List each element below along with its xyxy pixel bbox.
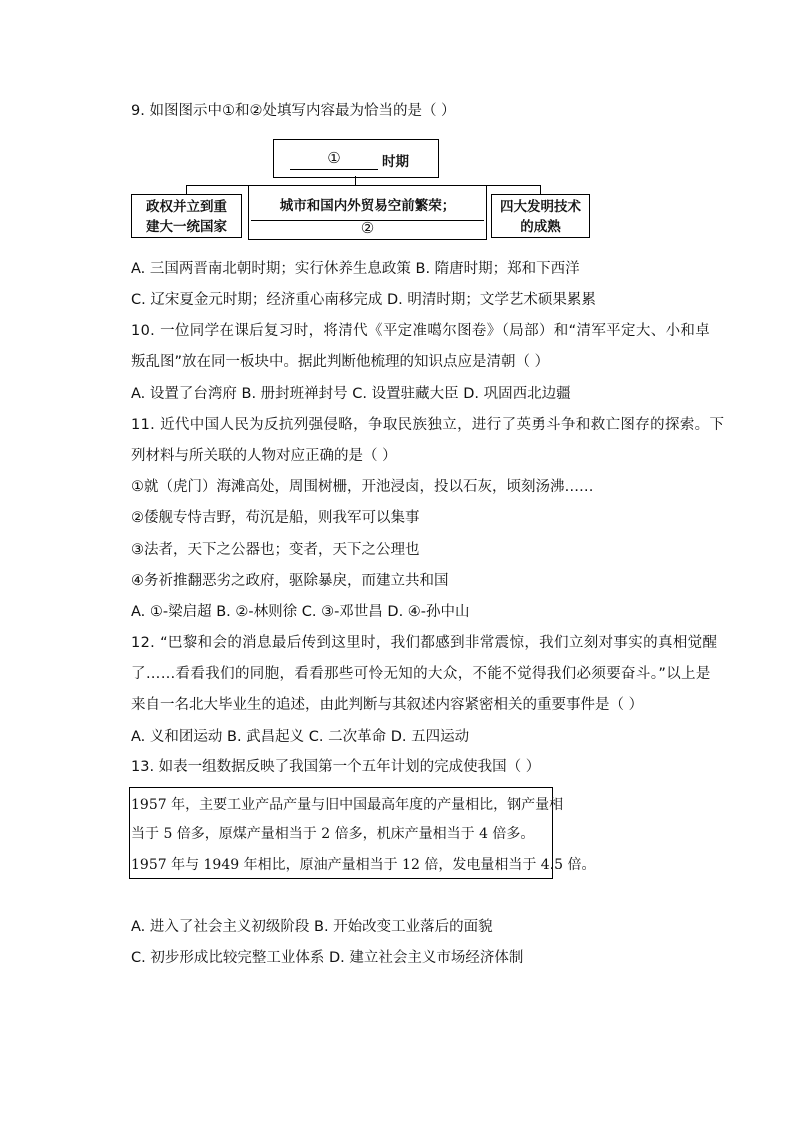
q11-material-4: ④务祈推翻恶劣之政府，驱除暴戾，而建立共和国 <box>131 573 449 589</box>
diagram-top-box <box>273 139 439 178</box>
q13-stem: 13. 如表一组数据反映了我国第一个五年计划的完成使我国（ ） <box>131 759 541 775</box>
left-box-line-1: 政权并立到重 <box>146 199 227 215</box>
q9-stem: 9. 如图图示中①和②处填写内容最为恰当的是（ ） <box>131 103 456 119</box>
q11-stem-line-2: 列材料与所关联的人物对应正确的是（ ） <box>131 448 397 464</box>
middle-box-text: 城市和国内外贸易空前繁荣； <box>279 198 456 214</box>
q13-options-row-1: A. 进入了社会主义初级阶段 B. 开始改变工业落后的面貌 <box>131 919 493 935</box>
table-line-2: 当于 5 倍多，原煤产量相当于 2 倍多，机床产量相当于 4 倍多。 <box>131 826 535 842</box>
right-box-line-2: 的成熟 <box>520 219 561 235</box>
q12-stem-line-1: 12. “巴黎和会的消息最后传到这里时，我们都感到非常震惊，我们立刻对事实的真相觉醒 <box>131 635 718 651</box>
blank-2: ② <box>360 219 375 237</box>
blank-1: ① <box>290 149 378 170</box>
diagram-left-box <box>131 194 242 238</box>
q10-stem-line-1: 10. 一位同学在课后复习时，将清代《平定准噶尔图卷》（局部）和“清军平定大、小和卓 <box>131 323 711 339</box>
q11-material-3: ③法者，天下之公器也；变者，天下之公理也 <box>131 542 420 558</box>
diagram-right-box <box>491 194 590 238</box>
table-line-3: 1957 年与 1949 年相比，原油产量相当于 12 倍，发电量相当于 4.5 倍。 <box>131 857 596 873</box>
table-line-1: 1957 年，主要工业产品产量与旧中国最高年度的产量相比，钢产量相 <box>131 797 564 813</box>
q9-options-row-2: C. 辽宋夏金元时期；经济重心南移完成 D. 明清时期；文学艺术硕果累累 <box>131 292 596 308</box>
q13-data-table <box>129 787 596 879</box>
q12-stem-line-3: 来自一名北大毕业生的追述，由此判断与其叙述内容紧密相关的重要事件是（ ） <box>131 697 644 713</box>
q12-options: A. 义和团运动 B. 武昌起义 C. 二次革命 D. 五四运动 <box>131 729 470 745</box>
q11-material-1: ①就（虎门）海滩高处，周围树栅，开池浸卤，投以石灰，顷刻汤沸…… <box>131 479 594 495</box>
q9-options-row-1: A. 三国两晋南北朝时期；实行休养生息政策 B. 隋唐时期；郑和下西洋 <box>131 261 580 277</box>
q10-options: A. 设置了台湾府 B. 册封班禅封号 C. 设置驻藏大臣 D. 巩固西北边疆 <box>131 386 571 402</box>
q10-stem-line-2: 叛乱图”放在同一板块中。据此判断他梳理的知识点应是清朝（ ） <box>131 354 550 370</box>
q12-stem-line-2: 了……看看我们的同胞，看看那些可怜无知的大众，不能不觉得我们必须要奋斗。”以上是 <box>131 666 711 682</box>
q11-material-2: ②倭舰专恃吉野，苟沉是船，则我军可以集事 <box>131 510 420 526</box>
q11-options: A. ①-梁启超 B. ②-林则徐 C. ③-邓世昌 D. ④-孙中山 <box>131 604 470 620</box>
period-label: 时期 <box>382 154 409 170</box>
right-box-line-1: 四大发明技术 <box>500 199 581 215</box>
q11-stem-line-1: 11. 近代中国人民为反抗列强侵略，争取民族独立，进行了英勇斗争和救亡图存的探索。下 <box>131 417 725 433</box>
connector-vertical <box>355 176 356 185</box>
connector-right-drop <box>540 185 541 194</box>
connector-left-drop <box>186 185 187 194</box>
q13-options-row-2: C. 初步形成比较完整工业体系 D. 建立社会主义市场经济体制 <box>131 950 524 966</box>
left-box-line-2: 建大一统国家 <box>146 219 227 235</box>
diagram-middle-box <box>248 185 487 240</box>
